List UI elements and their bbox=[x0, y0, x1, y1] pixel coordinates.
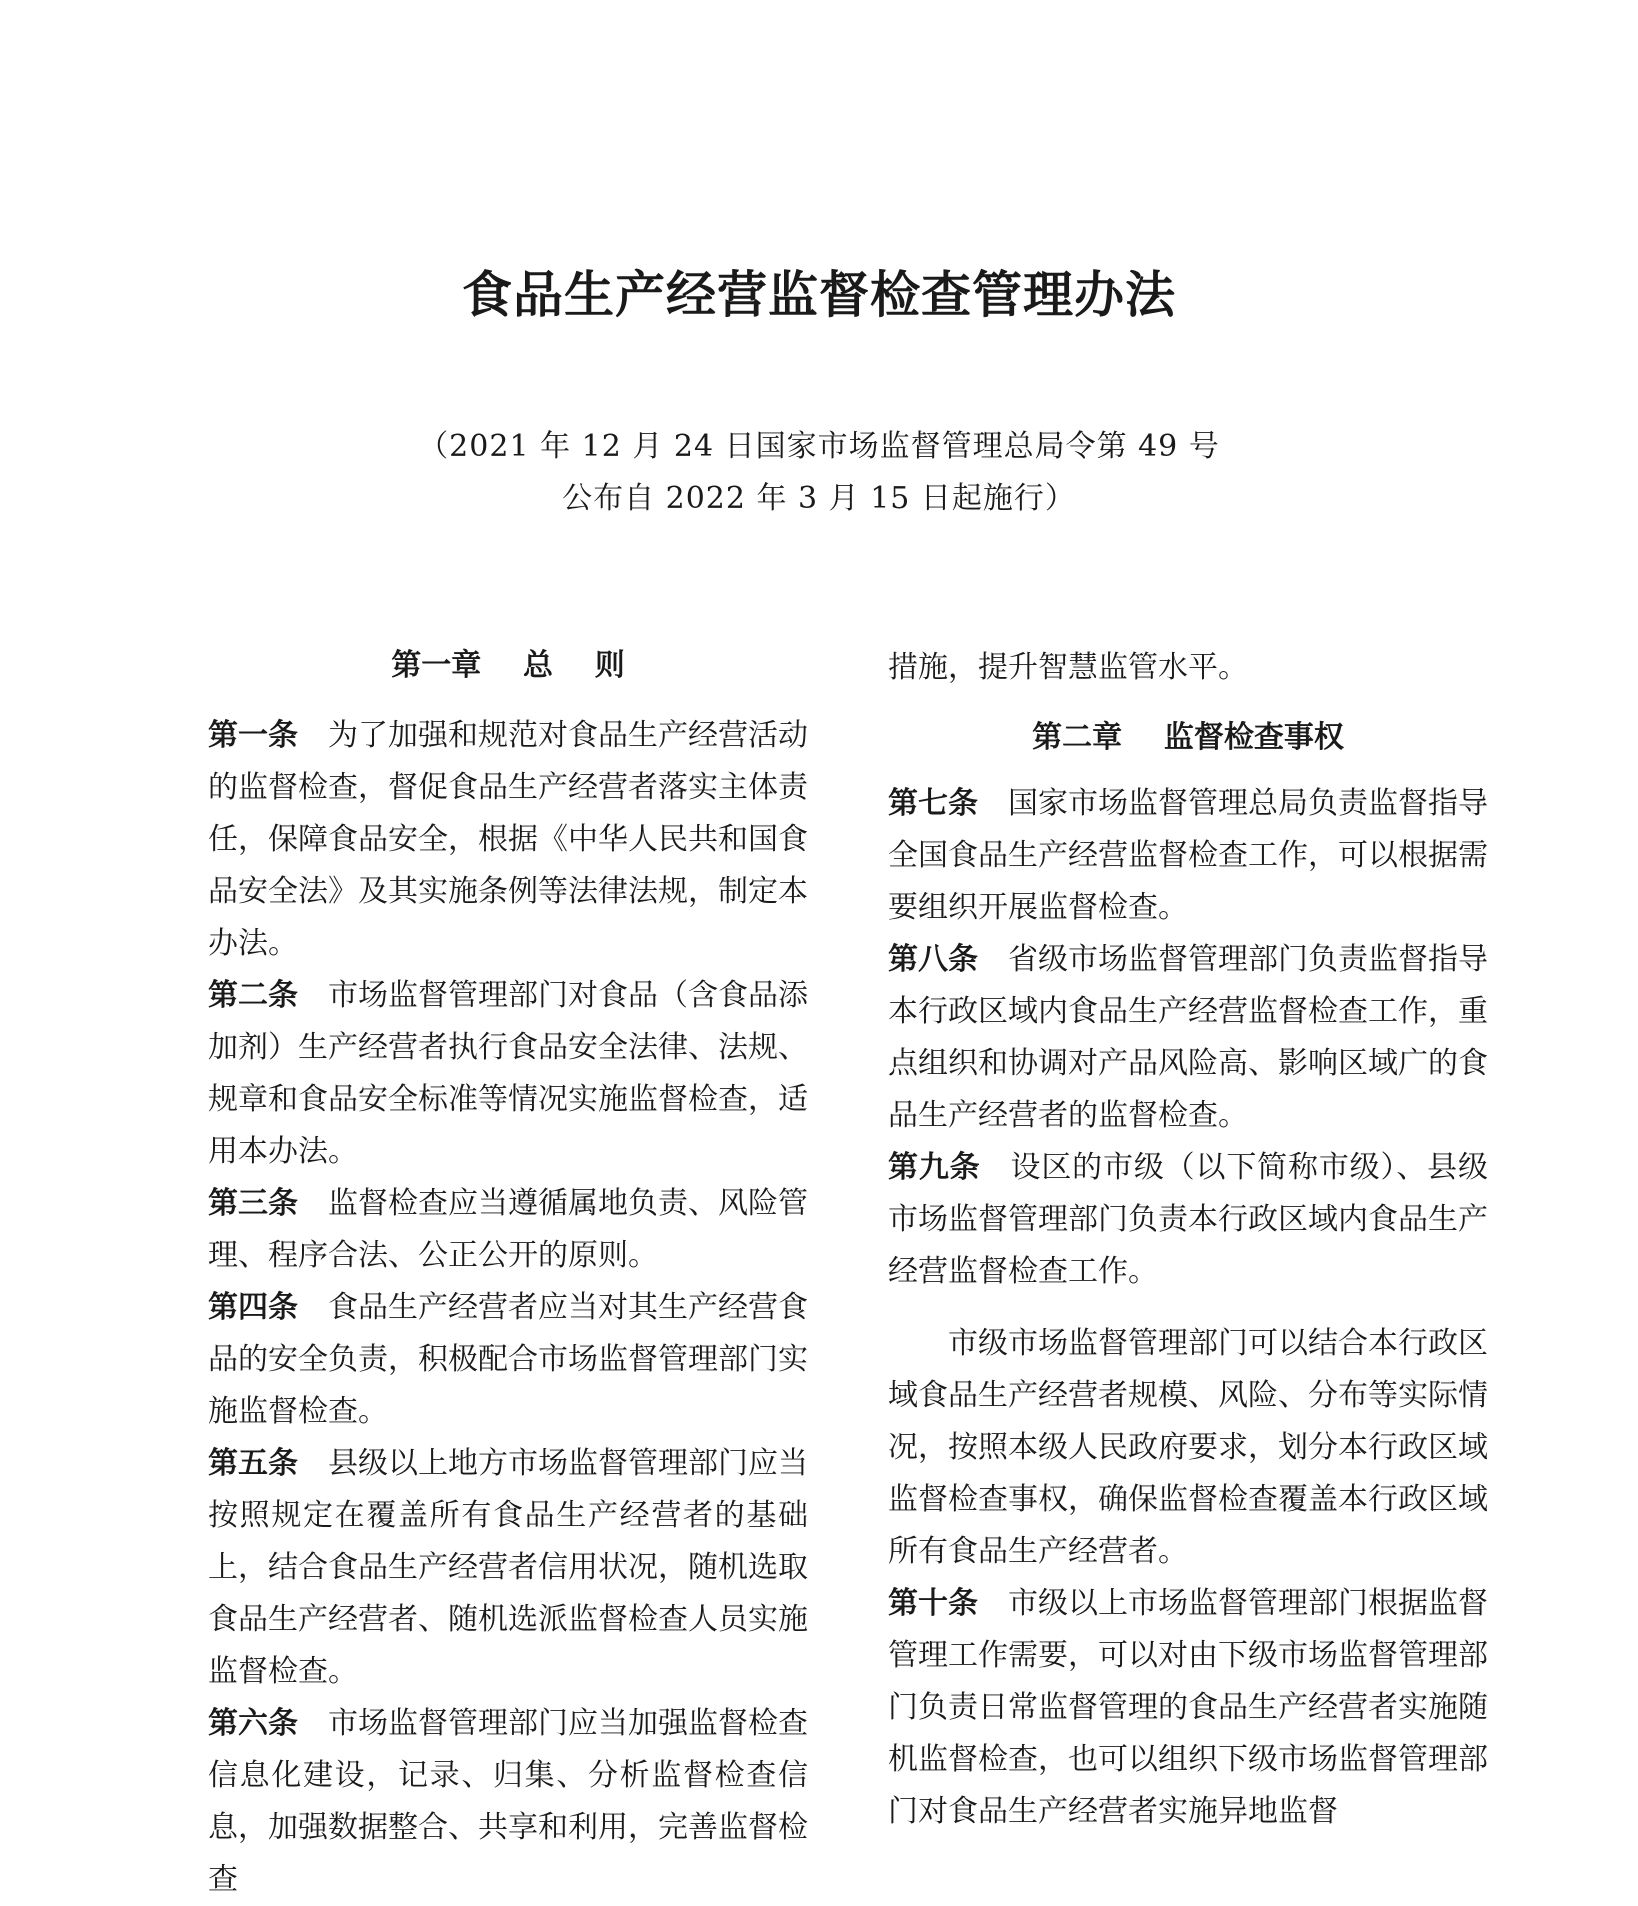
article-paragraph bbox=[208, 1178, 808, 1282]
article-text: 省级市场监督管理部门负责监督指导本行政区域内食品生产经营监督检查工作，重点组织和协调对产品风险高、影响区域广的食品生产经营者的监督检查。 bbox=[888, 942, 1488, 1133]
article-text: 食品生产经营者应当对其生产经营食品的安全负责，积极配合市场监督管理部门实施监督检查。 bbox=[208, 1290, 808, 1429]
article-paragraph bbox=[888, 1578, 1488, 1838]
body-paragraph: 市级市场监督管理部门可以结合本行政区域食品生产经营者规模、风险、分布等实际情况，按照本级人民政府要求，划分本行政区域监督检查事权，确保监督检查覆盖本行政区域所有食品生产经营者。 bbox=[888, 1326, 1488, 1569]
article-number: 第三条 bbox=[208, 1186, 298, 1221]
article-text: 设区的市级（以下简称市级）、县级市场监督管理部门负责本行政区域内食品生产经营监督检查工作。 bbox=[888, 1150, 1488, 1289]
article-number: 第九条 bbox=[888, 1150, 981, 1185]
article-paragraph bbox=[208, 710, 808, 970]
continued-text: 措施，提升智慧监管水平。 bbox=[888, 650, 1248, 685]
article-paragraph bbox=[208, 1698, 808, 1906]
document-title: 食品生产经营监督检查管理办法 bbox=[462, 266, 1176, 324]
right-column bbox=[888, 642, 1488, 1838]
article-text: 监督检查应当遵循属地负责、风险管理、程序合法、公正公开的原则。 bbox=[208, 1186, 808, 1273]
article-text: 国家市场监督管理总局负责监督指导全国食品生产经营监督检查工作，可以根据需要组织开展监督检查。 bbox=[888, 786, 1488, 925]
article-number: 第五条 bbox=[208, 1446, 298, 1481]
article-number: 第六条 bbox=[208, 1706, 298, 1741]
article-text: 市级以上市场监督管理部门根据监督管理工作需要，可以对由下级市场监督管理部门负责日常监督管理的食品生产经营者实施随机监督检查，也可以组织下级市场监督管理部门对食品生产经营者实施异地监督 bbox=[888, 1586, 1488, 1829]
article-text: 为了加强和规范对食品生产经营活动的监督检查，督促食品生产经营者落实主体责任，保障食品安全，根据《中华人民共和国食品安全法》及其实施条例等法律法规，制定本办法。 bbox=[208, 718, 808, 961]
article-number: 第二条 bbox=[208, 978, 298, 1013]
article-paragraph bbox=[888, 1142, 1488, 1298]
article-number: 第八条 bbox=[888, 942, 978, 977]
article-paragraph bbox=[208, 1438, 808, 1698]
chapter-heading: 第二章 监督检查事权 bbox=[1032, 720, 1344, 755]
chapter-heading: 第一章 总 则 bbox=[391, 648, 625, 683]
article-number: 第七条 bbox=[888, 786, 978, 821]
article-text: 县级以上地方市场监督管理部门应当按照规定在覆盖所有食品生产经营者的基础上，结合食品生产经营者信用状况，随机选取食品生产经营者、随机选派监督检查人员实施监督检查。 bbox=[208, 1446, 808, 1689]
article-number: 第四条 bbox=[208, 1290, 298, 1325]
left-column bbox=[208, 640, 808, 1906]
article-text: 市场监督管理部门对食品（含食品添加剂）生产经营者执行食品安全法律、法规、规章和食品安全标准等情况实施监督检查，适用本办法。 bbox=[208, 978, 808, 1169]
article-paragraph bbox=[888, 934, 1488, 1142]
article-paragraph bbox=[888, 778, 1488, 934]
article-number: 第十条 bbox=[888, 1586, 978, 1621]
article-text: 市场监督管理部门应当加强监督检查信息化建设，记录、归集、分析监督检查信息，加强数据整合、共享和利用，完善监督检查 bbox=[208, 1706, 808, 1897]
article-paragraph bbox=[208, 970, 808, 1178]
article-paragraph bbox=[208, 1282, 808, 1438]
promulgation-note-line-1: （2021 年 12 月 24 日国家市场监督管理总局令第 49 号 bbox=[418, 429, 1220, 464]
article-number: 第一条 bbox=[208, 718, 298, 753]
promulgation-note-line-2: 公布自 2022 年 3 月 15 日起施行） bbox=[562, 481, 1076, 516]
